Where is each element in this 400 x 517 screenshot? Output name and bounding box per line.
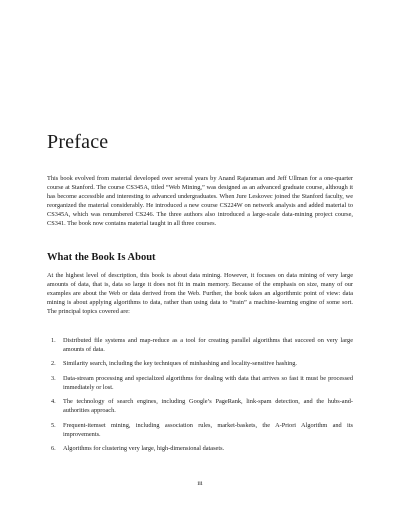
topic-item [47, 445, 353, 454]
topic-item [47, 422, 353, 440]
topic-number: 3. [51, 374, 56, 382]
topic-number: 1. [51, 337, 56, 344]
section-heading: What the Book Is About [47, 252, 156, 263]
chapter-title: Preface [47, 131, 109, 153]
topic-number: 2. [51, 360, 56, 368]
page-number: iii [197, 480, 203, 487]
topic-text: Algorithms for clustering very large, high-dimensional datasets. [63, 445, 225, 453]
topic-text: Frequent-itemset mining, including association rules, market-baskets, the A-Priori Algorithm and its improvements. [63, 421, 353, 438]
topic-item [47, 375, 353, 393]
topic-number: 4. [51, 398, 56, 406]
intro-paragraph: This book evolved from material developed over several years by Anand Rajaraman and Jeff Ullman for a one-quarter course at Stanford. The course CS345A, titled “Web Mining,” was designed as an advanced graduate course, although it has become accessible and interesting to advanced undergraduates. When Jure Leskovec joined the Stanford faculty, we reorganized the material considerably. He introduced a new course CS224W on network analysis and added material to CS345A, which was renumbered CS246. The three authors also introduced a large-scale data-mining project course, CS341. The book now contains material taught in all three courses. [47, 175, 353, 227]
section-paragraph: At the highest level of description, this book is about data mining. However, it focuses on data mining of very large amounts of data, that is, data so large it does not fit in main memory. Because of the emphasis on size, many of our examples are about the Web or data derived from the Web. Further, the book takes an algorithmic point of view: data mining is about applying algorithms to data, rather than using data to “train” a machine-learning engine of some sort. The principal topics covered are: [47, 272, 353, 315]
topic-item [47, 360, 353, 369]
topic-text: Data-stream processing and specialized algorithms for dealing with data that arrives so fast it must be processed immediately or lost. [63, 374, 353, 391]
topic-item [47, 337, 353, 355]
topic-text: Similarity search, including the key techniques of minhashing and locality-sensitive hashing. [63, 360, 297, 368]
topics-list [47, 337, 353, 460]
topic-text: Distributed file systems and map-reduce as a tool for creating parallel algorithms that succeed on very large amounts of data. [63, 337, 353, 353]
topic-text: The technology of search engines, including Google’s PageRank, link-spam detection, and the hubs-and-authorities approach. [63, 398, 353, 415]
topic-item [47, 398, 353, 416]
topic-number: 5. [51, 421, 56, 429]
topic-number: 6. [51, 445, 56, 453]
